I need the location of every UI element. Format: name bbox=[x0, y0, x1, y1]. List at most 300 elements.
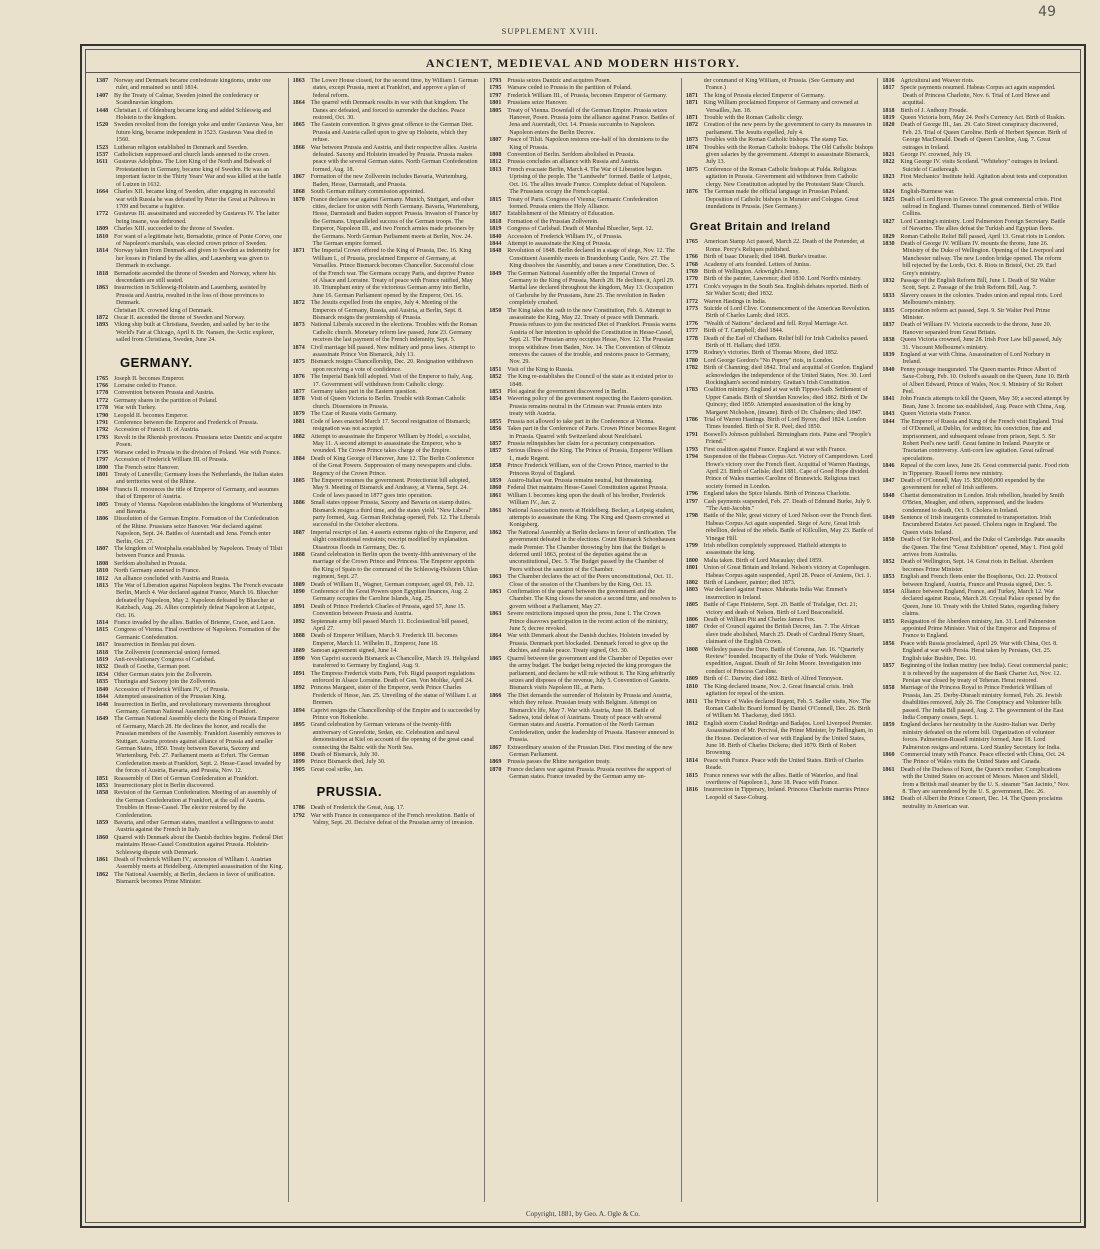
history-entry bbox=[293, 530, 481, 552]
entry-year: 1871 bbox=[292, 248, 305, 255]
entry-text: Great coal strike, Jan. bbox=[310, 766, 364, 773]
history-entry bbox=[882, 685, 1070, 722]
entry-year: 1810 bbox=[96, 233, 109, 240]
entry-text: The National Assembly, at Berlin, declares in favor of unification. Bismarck becomes Prime Minister. bbox=[114, 871, 276, 886]
entry-year: 1839 bbox=[882, 352, 895, 359]
entry-text: Accession of Frederick William IV., of Prussia. bbox=[507, 233, 623, 240]
entry-year: 1807 bbox=[685, 624, 698, 631]
entry-year: 1867 bbox=[292, 174, 305, 181]
history-entry bbox=[293, 722, 481, 752]
history-entry bbox=[686, 328, 874, 335]
history-entry bbox=[882, 574, 1070, 589]
entry-text: Death of O'Connell, May 15. $50,000,000 expended by the government for relief of Irish sufferers. bbox=[900, 477, 1045, 492]
entry-year: 1872 bbox=[685, 122, 698, 129]
entry-year: 1899 bbox=[292, 759, 305, 766]
entry-text: The kingdom of Westphalia established by Napoleon. Treaty of Tilsit between France and Prussia. bbox=[114, 545, 283, 560]
history-entry bbox=[489, 85, 677, 92]
column-3 bbox=[485, 78, 682, 1202]
history-entry bbox=[96, 872, 284, 887]
entry-year: 1782 bbox=[685, 365, 698, 372]
entry-text: Warsaw ceded to Prussia in the division of Poland. War with France. bbox=[114, 449, 281, 456]
history-entry bbox=[293, 359, 481, 374]
entry-text: Joseph II. becomes Emperor. bbox=[114, 375, 185, 382]
entry-text: Revision of the German Confederation. Meeting of an assembly of the German Confederation at Frankfort, at the call of Austria. Troubles in Hesse-Cassel. The elector restored by the Confederation. bbox=[114, 790, 277, 819]
entry-year: 1858 bbox=[489, 463, 502, 470]
entry-year: 1859 bbox=[882, 722, 895, 729]
entry-text: Treaty of Vienna. Napoleon establishes the kingdoms of Wurtemberg and Bavaria. bbox=[114, 501, 283, 515]
entry-year: 1872 bbox=[96, 315, 109, 321]
entry-year: 1523 bbox=[96, 144, 109, 151]
entry-text: Lutheran religion established in Denmark and Sweden. bbox=[114, 144, 249, 151]
entry-text: Treaty of Paris. Congress of Vienna; Germanic Confederation formed. Prussia enters the Holy Alliance. bbox=[507, 196, 658, 210]
entry-year: 1890 bbox=[292, 589, 305, 596]
entry-text: Small states oppose Prussia, Saxony and Bavaria on stamp duties. Bismarck resigns a third time, and the states yield. "New Liberal" party formed, Aug. German Reichstag opened, Feb. 12. The Liberals successful in the October elections. bbox=[310, 500, 481, 529]
entry-text: Prince Frederick William, son of the Crown Prince, married to the Princess Royal of England. bbox=[507, 463, 669, 477]
entry-year: 1773 bbox=[685, 305, 698, 312]
entry-text: The Gastein convention. It gives great offence to the German Diet. Prussia and Austria called upon to give up Holstein, which they refuse. bbox=[310, 122, 474, 144]
entry-text: Prussia seizes Dantzic and acquires Posen. bbox=[507, 78, 612, 84]
history-entry bbox=[293, 374, 481, 389]
history-entry bbox=[489, 271, 677, 308]
history-entry bbox=[96, 546, 284, 561]
history-entry bbox=[293, 767, 481, 774]
entry-year: 1814 bbox=[685, 757, 698, 764]
history-entry bbox=[96, 211, 284, 226]
entry-year: 1817 bbox=[882, 85, 895, 92]
entry-text: Birth of C. Darwin; died 1882. Birth of Alfred Tennyson. bbox=[703, 676, 844, 683]
column-1 bbox=[92, 78, 289, 1202]
entry-year: 1802 bbox=[685, 580, 698, 586]
entry-text: American Stamp Act passed, March 22. Death of the Pretender, at Rome. Percy's Reliques published. bbox=[703, 239, 865, 253]
history-entry bbox=[96, 687, 284, 694]
entry-year: 1864 bbox=[489, 633, 502, 640]
entry-text: Peace with Russia proclaimed, April 29. War with China, Oct. 8. England at war with Persia. Herat taken by Persians, Oct. 25. English take Bushire, Dec. 10. bbox=[900, 640, 1058, 662]
entry-year: 1840 bbox=[882, 366, 895, 373]
entry-text: The Imperial Bank bill adopted. Visit of the Emperor to Italy, Aug. 17. Government will withdrawn from Catholic clergy. bbox=[310, 374, 474, 388]
history-entry bbox=[96, 435, 284, 450]
entry-text: The Imperial Crown offered to the King of Prussia, Dec. 16. King William I., of Prussia, proclaimed Emperor of Germany, at Versailles. Prince Bismarck becomes Chancellor. Successful close of the French war. The Germans occupy Paris, and deprive France of Alsace and Lorraine. Treaty of peace with France ratified, May 10. Triumphant entry of the victorious German army into Berlin, June 16. German Parliament opened by the Emperor, Oct. 16. bbox=[310, 248, 474, 299]
entry-text: Queen Victoria born, May 24. Peel's Currency Act. Birth of Ruskin. bbox=[900, 115, 1066, 122]
history-entry bbox=[882, 463, 1070, 478]
history-entry bbox=[96, 285, 284, 307]
entry-year: 1807 bbox=[96, 545, 109, 552]
history-entry bbox=[293, 708, 481, 723]
entry-year: 1835 bbox=[882, 307, 895, 314]
entry-text: Establishment of the Ministry of Education. bbox=[507, 211, 615, 218]
entry-year: 1520 bbox=[96, 122, 109, 129]
entry-text: "Wealth of Nations" declared and fell. Royal Marriage Act. bbox=[703, 320, 849, 327]
section-heading-germany: GERMANY. bbox=[120, 354, 193, 370]
history-entry bbox=[96, 248, 284, 270]
history-entry bbox=[882, 85, 1070, 107]
entry-year: 1792 bbox=[96, 427, 109, 434]
history-entry bbox=[293, 671, 481, 686]
entry-year: 1799 bbox=[685, 542, 698, 549]
entry-text: Suspension of the Habeas Corpus Act. Victory of Camperdown. Lord Howe's victory over the French fleet. Acquittal of Warren Hastings, April 23. Birth of Carlisle; died 1881. Cape of Good Hope divided. Prince of Wales marries Caroline of Brunswick. Religious tract society formed in London. bbox=[703, 454, 873, 490]
entry-year: 1387 bbox=[96, 78, 109, 84]
entry-year: 1809 bbox=[96, 226, 109, 233]
history-entry bbox=[686, 447, 874, 454]
entry-text: Attempt to assassinate the Emperor William by Hodel, a socialist, May 11. A second attempt to assassinate the Emperor, who is wounded. The Crown Prince takes charge of the Empire. bbox=[310, 433, 471, 455]
history-entry bbox=[293, 478, 481, 500]
history-entry bbox=[489, 485, 677, 492]
history-entry bbox=[686, 647, 874, 677]
entry-year: 1800 bbox=[96, 464, 109, 471]
entry-year: 1861 bbox=[489, 507, 502, 514]
entry-year: 1855 bbox=[882, 618, 895, 625]
history-entry bbox=[882, 322, 1070, 337]
history-entry bbox=[882, 589, 1070, 619]
history-entry bbox=[686, 137, 874, 144]
history-entry bbox=[489, 463, 677, 478]
history-entry bbox=[686, 624, 874, 646]
entry-year: 1783 bbox=[685, 387, 698, 394]
history-entry bbox=[96, 694, 284, 701]
history-entry bbox=[96, 226, 284, 233]
history-entry bbox=[686, 306, 874, 321]
entry-text: Accession of Frederick William IV., of Prussia. bbox=[114, 686, 230, 693]
history-entry bbox=[489, 530, 677, 574]
entry-year: 1769 bbox=[685, 268, 698, 275]
entry-year: 1830 bbox=[882, 240, 895, 247]
entry-text: An alliance concluded with Austria and Russia. bbox=[114, 575, 230, 582]
entry-year: 1537 bbox=[96, 152, 109, 159]
entry-year: 1827 bbox=[882, 218, 895, 225]
entry-year: 1882 bbox=[292, 433, 305, 440]
entry-text: Specie payments resumed. Habeas Corpus act again suspended. Death of Princess Charlotte, Nov. 6. Trial of Lord Howe and acquittal. bbox=[900, 85, 1056, 107]
entry-text: England at war with China. Assassination of Lord Norbury in Ireland. bbox=[900, 352, 1051, 366]
entry-text: The War of Liberation against Napoleon begins. The French evacuate Berlin, March 4. War declared against France, March 16. Bluecher defeated by Napoleon, May 2. Napoleon defeated by Bluecher at Katzbach, Aug. 26. Allies completely defeat Napoleon at Leipsic, Oct. 16. bbox=[114, 583, 284, 619]
history-entry bbox=[96, 502, 284, 517]
entry-year: 1861 bbox=[882, 766, 895, 773]
history-entry bbox=[96, 450, 284, 457]
entry-text: The French seize Hanover. bbox=[114, 464, 180, 471]
history-entry bbox=[489, 93, 677, 100]
entry-text: Insurrection in Tipperary, Ireland. Princess Charlotte marries Prince Leopold of Saxe-Coburg. bbox=[703, 787, 870, 801]
entry-text: War with France in consequence of the French revolution. Battle of Valmy, Sept. 20. Decisive defeat of the Prussian army of invasion. bbox=[310, 812, 475, 826]
entry-year: 1448 bbox=[96, 107, 109, 114]
page-title: ANCIENT, MEDIEVAL AND MODERN HISTORY. bbox=[425, 56, 741, 70]
entry-year: 1857 bbox=[489, 440, 502, 447]
entry-text: South German military commission appointed. bbox=[310, 189, 425, 196]
entry-text: Death of the Earl of Chatham. Relief bill for Irish Catholics passed. Birth of H. Hallam; died 1859. bbox=[703, 335, 869, 349]
entry-text: Death of Wellington, Sept. 14. Great riots in Belfast. Aberdeen becomes Prime Minister. bbox=[900, 559, 1054, 573]
entry-year: 1812 bbox=[489, 159, 502, 166]
entry-text: By the Treaty of Calmar, Sweden joined the confederacy or Scandinavian kingdom. bbox=[114, 92, 259, 107]
entry-text: Lorraine ceded to France. bbox=[114, 383, 177, 390]
history-entry bbox=[882, 367, 1070, 397]
entry-text: Leopold II. becomes Emperor. bbox=[114, 412, 189, 419]
entry-year: 1823 bbox=[882, 174, 895, 181]
title-divider bbox=[86, 72, 1080, 73]
entry-text: Congress of Carlsbad. Death of Marshal Bluecher, Sept. 12. bbox=[507, 226, 654, 233]
history-entry bbox=[96, 405, 284, 412]
entry-text: King George IV. visits Scotland. "Whiteboy" outrages in Ireland. Suicide of Castlereagh. bbox=[900, 159, 1059, 173]
entry-year: 1825 bbox=[882, 196, 895, 203]
history-entry bbox=[96, 376, 284, 383]
entry-year: 1862 bbox=[882, 796, 895, 803]
entry-year: 1777 bbox=[685, 328, 698, 335]
history-entry bbox=[882, 515, 1070, 537]
entry-text: William I. becomes king upon the death of his brother, Frederick William IV., Jan. 2. bbox=[507, 492, 666, 507]
history-entry bbox=[686, 580, 874, 587]
entry-year: 1860 bbox=[882, 751, 895, 758]
entry-text: Trouble with the Roman Catholic clergy. bbox=[703, 115, 804, 122]
entry-year: 1819 bbox=[489, 226, 502, 233]
entry-text: Boswell's Johnson published. Birmingham riots. Paine and "People's Friend." bbox=[703, 431, 872, 446]
column-2 bbox=[289, 78, 486, 1202]
history-entry bbox=[489, 211, 677, 218]
entry-text: Bavaria, and other German states, manifest a willingness to assist Austria against the French in Italy. bbox=[114, 820, 274, 834]
history-entry bbox=[489, 589, 677, 611]
entry-year: 1868 bbox=[292, 189, 305, 196]
entry-year: 1779 bbox=[685, 350, 698, 357]
history-entry bbox=[96, 679, 284, 686]
history-entry bbox=[96, 702, 284, 717]
entry-text: Francis II. renounces the title of Emperor of Germany, and assumes that of Emperor of Austria. bbox=[114, 486, 279, 501]
entry-year: 1822 bbox=[882, 159, 895, 166]
history-entry bbox=[96, 234, 284, 249]
entry-year: 1805 bbox=[489, 107, 502, 114]
entry-text: Troubles with the Roman Catholic bishops. The Old Catholic bishops given salaries by the government. Attempt to assassinate Bismarck, July 13. bbox=[703, 144, 874, 166]
entry-text: Slavery ceases in the colonies. Trades union and repeal riots. Lord Melbourne's ministry. bbox=[900, 292, 1062, 307]
history-entry bbox=[96, 583, 284, 620]
entry-year: 1829 bbox=[882, 233, 895, 240]
entry-year: 1803 bbox=[685, 587, 698, 594]
entry-year: 1889 bbox=[292, 648, 305, 655]
entry-text: Confirmation of the quarrel between the government and the Chamber. The King closes the session a second time, and resolves to govern without a Parliament, May 27. bbox=[507, 589, 677, 610]
entry-text: Prussia relinquishes her claim for a pecuniary compensation. bbox=[507, 440, 656, 447]
entry-year: 1786 bbox=[685, 417, 698, 424]
history-entry bbox=[293, 604, 481, 619]
entry-text: The German National Assembly elects the King of Prussia Emperor of Germany, March 28. He declines the honor, and recalls the Prussian members of the Assembly. Frankfort Assembly removes to Stuttgart. Austria protests against alliance of Prussia and smaller German States, 1850. Treaty between Bavaria, Saxony and Wurtemburg, Feb. 27. Parliament meets at Erfurt. The German Confederation meets at Frankfort, Sept. 2. Hesse-Cassel invaded by the forces of Austria, Bavaria, and Prussia, Nov. 12. bbox=[114, 716, 282, 775]
entry-year: 1853 bbox=[96, 782, 109, 789]
history-entry bbox=[686, 602, 874, 617]
entry-text: Severe restrictions imposed upon the press, June 1. The Crown Prince disavows participation in the recent action of the ministry, June 5; decree revoked. bbox=[507, 611, 668, 633]
history-entry bbox=[686, 336, 874, 351]
history-entry bbox=[96, 159, 284, 189]
history-entry bbox=[96, 487, 284, 502]
entry-year: 1810 bbox=[96, 568, 109, 575]
entry-text: Civil marriage bill passed. New military and press laws. Attempt to assassinate Prince Von Bismarck, July 13. bbox=[310, 344, 475, 359]
entry-year: 1795 bbox=[489, 85, 502, 92]
history-entry bbox=[686, 491, 874, 498]
history-entry bbox=[293, 189, 481, 196]
entry-year: 1898 bbox=[292, 751, 305, 758]
entry-year: 1821 bbox=[882, 152, 895, 159]
entry-year: 1816 bbox=[882, 78, 895, 84]
entry-year: 1858 bbox=[96, 790, 109, 797]
entry-year: 1857 bbox=[489, 448, 502, 455]
entry-text: Sentence of Irish insurgents commuted to transportation. Irish Encumbered Estates Act passed. Cholera rages in England. The Queen visits Ireland. bbox=[900, 514, 1057, 536]
entry-year: 1887 bbox=[292, 529, 305, 536]
history-entry bbox=[882, 219, 1070, 234]
entry-year: 1793 bbox=[489, 78, 502, 84]
entry-text: King William proclaimed Emperor of Germany and crowned at Versailles, Jan. 18. bbox=[703, 100, 859, 114]
entry-year: 1888 bbox=[292, 552, 305, 558]
entry-text: Bismarck resigns Chancellorship, Dec. 20. Resignation withdrawn upon receiving a vote of confidence. bbox=[310, 359, 473, 373]
entry-year: 1872 bbox=[292, 300, 305, 307]
history-entry bbox=[882, 234, 1070, 241]
entry-text: Birth of Wellington. Arkwright's Jenny. bbox=[703, 268, 800, 275]
entry-text: Birth of T. Campbell; died 1844. bbox=[703, 328, 784, 335]
entry-year: 1846 bbox=[882, 463, 895, 470]
history-entry bbox=[489, 426, 677, 441]
entry-year: 1885 bbox=[292, 477, 305, 484]
entry-year: 1808 bbox=[96, 560, 109, 567]
entry-text: Cook's voyages in the South Sea. English debates reported. Birth of Sir Walter Scott; died 1832. bbox=[703, 283, 869, 298]
entry-year: 1813 bbox=[96, 583, 109, 589]
entry-text: Prussians seize Hanover. bbox=[507, 100, 568, 107]
history-entry bbox=[293, 100, 481, 122]
entry-text: Queen Victoria crowned, June 28. Irish Poor Law bill passed, July 31. Viscount Melbourne's ministry. bbox=[900, 337, 1062, 351]
entry-year: 1853 bbox=[489, 389, 502, 396]
history-entry bbox=[293, 648, 481, 655]
entry-year: 1860 bbox=[96, 834, 109, 841]
entry-text: Cash payments suspended, Feb. 27. Death of Edmund Burke, July 9. "The Anti-Jacobin." bbox=[703, 498, 872, 512]
entry-year: 1855 bbox=[489, 418, 502, 425]
history-entry bbox=[293, 456, 481, 478]
entry-year: 1863 bbox=[96, 285, 109, 292]
entry-year: 1851 bbox=[96, 775, 109, 782]
history-entry bbox=[96, 672, 284, 679]
history-entry bbox=[686, 100, 874, 115]
history-entry bbox=[293, 813, 481, 828]
history-entry bbox=[96, 108, 284, 123]
entry-text: The National Assembly at Berlin declares in favor of unification. The government defeated in the elections. Count Bismarck Schonhausen made Premier. The Chamber throwing by him that the Budget is deferred until 1863, protest of the deputies against the as unconstitutional, Dec. 5. The Budget passed by the Chamber of Peers without the sanction of the Chamber. bbox=[507, 529, 677, 573]
history-entry bbox=[489, 767, 677, 782]
entry-year: 1852 bbox=[489, 374, 502, 381]
history-entry bbox=[489, 656, 677, 693]
history-entry bbox=[96, 315, 284, 322]
entry-text: Death of King George of Hanover, June 12. The Berlin Conference of the Great Powers. Suppression of many newspapers and clubs. Regency of the Crown Prince. bbox=[310, 455, 475, 477]
entry-text: The Emperor of Russia and King of the French visit England. Trial of O'Donnell, at Dublin, for sedition; his conviction, fine and imprisonment, and subsequent release from prison, Sept. 5. Sir Robert Peel's new tariff. Great famine in Ireland. Puseyite or Tractarian controversy. Anti-corn law agitation. Great railroad speculations. bbox=[900, 418, 1064, 462]
entry-text: Plot against the government discovered in Berlin. bbox=[507, 389, 628, 396]
section-heading-prussia: PRUSSIA. bbox=[316, 784, 382, 800]
entry-year: 1834 bbox=[96, 671, 109, 678]
entry-text: Oscar II. ascended the throne of Sweden and Norway. bbox=[114, 315, 246, 321]
entry-text: Death of Albert the Prince Consort, Dec. 14. The Queen proclaims neutrality in American war. bbox=[900, 796, 1063, 810]
entry-text: France declares war against Prussia. Prussia receives the support of German states. France invaded by the German army un- bbox=[507, 766, 672, 781]
history-entry bbox=[96, 383, 284, 390]
entry-text: Wavering policy of the government respecting the Eastern question. Prussia remains neutral in the Crimean war. Prussia enters into treaty with Austria. bbox=[507, 396, 673, 418]
entry-text: The Czar of Russia visits Germany. bbox=[310, 411, 398, 418]
entry-text: Coalition ministry. England at war with Tippoo-Saib. Settlement of Upper Canada. Birth of Sheridan Knowles; died 1862. Birth of De Quincey; died 1859. Attempted assassination of the king by Margaret Nicholson, (insane). Birth of Dr. Chalmers; died 1847. bbox=[703, 387, 868, 416]
entry-year: 1848 bbox=[489, 248, 502, 255]
entry-text: Creation of the new peers by the government to carry its measures in parliament. The Jesuits expelled, July 4. bbox=[703, 122, 872, 136]
entry-year: 1817 bbox=[96, 642, 109, 649]
history-entry bbox=[489, 478, 677, 485]
entry-year: 1832 bbox=[882, 277, 895, 284]
history-entry bbox=[882, 537, 1070, 559]
entry-year: 1844 bbox=[96, 694, 109, 701]
entry-text: Convention of Berlin. Serfdom abolished in Prussia. bbox=[507, 152, 635, 159]
entry-year: 1812 bbox=[96, 575, 109, 582]
history-entry bbox=[489, 234, 677, 241]
entry-text: Princess Margaret, sister of the Emperor, weds Prince Charles Frederick of Hesse, Jan. 25. Unveiling of the statue of William I. at Bremen. bbox=[310, 685, 477, 707]
entry-text: For want of a legitimate heir, Bernadotte, prince of Ponte Corvo, one of Napoleon's marshals, was elected crown prince of Sweden. bbox=[114, 233, 282, 247]
entry-text: French evacuate Berlin, March 4. The War of Liberation begun. Uprising of the people. The "Landwehr" formed. Battle of Leipsic, Oct. 16. The allies invade France. Complete defeat of Napoleon. The Prussians occupy the French capital. bbox=[507, 166, 672, 196]
history-entry bbox=[686, 276, 874, 283]
entry-text: Von Caprivi succeeds Bismarck as Chancellor, March 19. Heligoland transferred to Germany by England, Aug. 9. bbox=[310, 655, 480, 670]
history-entry bbox=[882, 767, 1070, 797]
entry-year: 1808 bbox=[685, 646, 698, 653]
entry-year: 1848 bbox=[882, 492, 895, 499]
entry-text: English storm Ciudad Rodrigo and Badajos. Lord Liverpool Premier. Assassination of Mr. Percival, the Prime Minister, by Bellingham, in the House. Declaration of war with England by the United States, June 18. Birth of Charles Dickens; died 1870. Birth of Robert Browning. bbox=[703, 720, 873, 757]
entry-text: The Prince of Wales declared Regent, Feb. 5. Sadler visits, Nov. The Roman Catholic Board formed by Daniel O'Connell, Dec. 26. Birth of William M. Thackeray, died 1863. bbox=[703, 698, 871, 720]
entry-text: The German made the official language in Prussian Poland. Deposition of Catholic bishops in Munster and Cologne. Great inundations in Prussia. (See Germany.) bbox=[703, 189, 859, 210]
entry-text: Prussia not allowed to take part in the Conference at Vienna. bbox=[507, 418, 655, 425]
entry-text: Birth of Isaac Disraeli; died 1848. Burke's treatise. bbox=[703, 254, 828, 261]
entry-text: Christian IX. crowned king of Denmark. bbox=[114, 307, 213, 314]
entry-text: Revolution of 1848. Berlin declared in a stage of siege, Nov. 12. The Constituent Assembly meets in Brandenburg Castle, Nov. 27. The King dissolves the Assembly, and issues a new Constitution, Dec. 5. bbox=[507, 248, 676, 270]
entry-year: 1871 bbox=[685, 115, 698, 122]
entry-text: Grand celebration in Berlin upon the twenty-fifth anniversary of the marriage of the Crown Prince and Princess. The Emperor appoints the King of Spain to the command of the Schleswig-Holstein Uhlan regiment, Sept. 27. bbox=[310, 552, 478, 581]
entry-year: 1886 bbox=[292, 500, 305, 507]
entry-year: 1869 bbox=[489, 759, 502, 766]
entry-year: 1891 bbox=[292, 603, 305, 610]
history-entry bbox=[96, 642, 284, 649]
history-entry bbox=[686, 758, 874, 773]
entry-year: 1814 bbox=[96, 620, 109, 627]
history-entry bbox=[882, 352, 1070, 367]
history-entry bbox=[96, 568, 284, 575]
history-entry bbox=[882, 293, 1070, 308]
history-entry bbox=[96, 189, 284, 211]
entry-year: 1876 bbox=[685, 189, 698, 196]
entry-year: 1765 bbox=[685, 239, 698, 246]
entry-text: Attempt to assassinate the King of Prussia. bbox=[507, 240, 612, 247]
history-entry bbox=[882, 419, 1070, 463]
history-entry bbox=[489, 759, 677, 766]
entry-year: 1866 bbox=[489, 692, 502, 699]
history-entry bbox=[489, 108, 677, 138]
entry-year: 1770 bbox=[685, 276, 698, 283]
entry-year: 1895 bbox=[292, 722, 305, 729]
history-entry bbox=[293, 552, 481, 582]
entry-text: Malta taken. Birth of Lord Macaulay; died 1859. bbox=[703, 557, 823, 564]
history-entry bbox=[293, 78, 481, 100]
history-entry bbox=[686, 239, 874, 254]
entry-text: The Diet demands the surrender of Holstein by Prussia and Austria, which they refuse. Prussian treaty with Belgium. Attempt on Bismarck's life, May 7. War with Austria, June 18. Battle of Sadowa, total defeat of Austrians. Treaty of peace with several German states and Austria. Formation of the North German Confederation, under the leadership of Prussia. Hanover annexed to Prussia. bbox=[507, 692, 675, 744]
entry-year: 1797 bbox=[96, 457, 109, 464]
entry-year: 1878 bbox=[292, 396, 305, 403]
history-entry bbox=[293, 589, 481, 604]
entry-year: 1850 bbox=[489, 307, 502, 314]
entry-text: Prince Bismarck died, July 30. bbox=[310, 759, 386, 766]
entry-text: The King re-establishes the Council of the state as it existed prior to 1848. bbox=[507, 374, 674, 388]
entry-year: 1791 bbox=[96, 420, 109, 427]
history-entry bbox=[96, 820, 284, 835]
history-entry bbox=[96, 322, 284, 344]
history-entry bbox=[686, 284, 874, 299]
history-entry bbox=[293, 145, 481, 175]
entry-text: Bernadotte ascended the throne of Sweden and Norway, where his descendants are still seated. bbox=[114, 270, 276, 284]
entry-year: 1853 bbox=[882, 574, 895, 581]
entry-year: 1852 bbox=[882, 559, 895, 566]
entry-year: 1835 bbox=[96, 679, 109, 686]
history-entry bbox=[686, 721, 874, 758]
history-entry bbox=[96, 145, 284, 152]
entry-text: The Zollverein (commercial union) formed. bbox=[114, 649, 221, 656]
history-entry bbox=[293, 685, 481, 707]
entry-year: 1893 bbox=[96, 322, 109, 329]
entry-text: War with Denmark about the Danish duchies. Holstein invaded by Prussia. Denmark port blockaded. Denmark forced to give up the duchies, and make peace. Treaty signed, Oct. 30. bbox=[507, 633, 669, 655]
entry-text: Catholicism suppressed and church lands annexed to the crown. bbox=[114, 152, 270, 159]
entry-text: Birth of Channing; died 1842. Trial and acquittal of Gordon. England acknowledges the independence of the United States, Nov. 30. Lord Rockingham's second ministry. Grattan's Irish Constitution. bbox=[703, 365, 874, 387]
entry-year: 1611 bbox=[96, 159, 108, 166]
entry-year: 1862 bbox=[96, 871, 109, 878]
